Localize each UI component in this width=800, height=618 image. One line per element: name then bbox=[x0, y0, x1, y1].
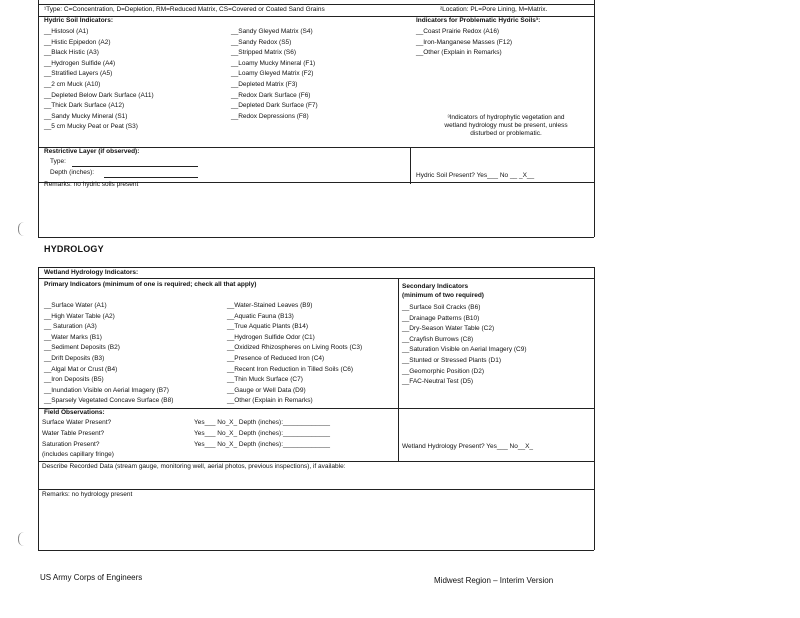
checkbox-item[interactable]: __Depleted Below Dark Surface (A11) bbox=[44, 91, 154, 99]
hydro-describe-rule bbox=[38, 461, 594, 462]
note-line: wetland hydrology must be present, unless bbox=[444, 122, 568, 129]
hydrology-title: HYDROLOGY bbox=[44, 244, 104, 254]
checkbox-item[interactable]: __Gauge or Well Data (D9) bbox=[227, 386, 306, 394]
problematic-indicators-col bbox=[416, 27, 512, 59]
secondary-indicators-subheader: (minimum of two required) bbox=[402, 292, 484, 299]
checkbox-item[interactable]: __Inundation Visible on Aerial Imagery (B7) bbox=[44, 386, 169, 394]
checkbox-item[interactable]: __Depleted Matrix (F3) bbox=[231, 80, 298, 88]
wetland-hydrology-present: Wetland Hydrology Present? Yes___ No__X_ bbox=[402, 443, 534, 450]
hydric-soil-present: Hydric Soil Present? Yes___ No __ _X__ bbox=[416, 172, 535, 179]
soil-right-border bbox=[594, 0, 595, 237]
checkbox-item[interactable]: __Coast Prairie Redox (A16) bbox=[416, 28, 500, 35]
checkbox-item[interactable]: __Drift Deposits (B3) bbox=[44, 354, 105, 362]
note-line: ³Indicators of hydrophytic vegetation and bbox=[447, 114, 565, 121]
checkbox-item[interactable]: __Surface Water (A1) bbox=[44, 302, 107, 309]
checkbox-item[interactable]: __Aquatic Fauna (B13) bbox=[227, 312, 294, 320]
primary-indicators-header: Primary Indicators (minimum of one is required; check all that apply) bbox=[44, 281, 257, 288]
checkbox-item[interactable]: __Surface Soil Cracks (B6) bbox=[402, 304, 481, 311]
checkbox-item[interactable]: __Stratified Layers (A5) bbox=[44, 70, 113, 78]
hydrology-remarks: Remarks: no hydrology present bbox=[42, 491, 133, 498]
hydro-top-border bbox=[38, 267, 594, 268]
field-observations-label: Field Observations: bbox=[44, 409, 105, 416]
soil-type-footnote: ¹Type: C=Concentration, D=Depletion, RM=Reduced Matrix, CS=Covered or Coated Sand Grains bbox=[44, 6, 325, 13]
scan-hole-mark bbox=[18, 222, 27, 236]
primary-indicators-col2 bbox=[227, 301, 362, 407]
saturation-value[interactable]: Yes___ No_X_ Depth (inches):_____________ bbox=[194, 441, 331, 448]
checkbox-item[interactable]: __Thin Muck Surface (C7) bbox=[227, 376, 303, 384]
scan-hole-mark bbox=[18, 532, 27, 546]
checkbox-item[interactable]: __Dry-Season Water Table (C2) bbox=[402, 325, 495, 333]
hydric-indicators-col2 bbox=[231, 27, 318, 122]
hydro-remarks-rule bbox=[38, 489, 594, 490]
note-line: disturbed or problematic. bbox=[470, 130, 542, 137]
checkbox-item[interactable]: __Sandy Redox (S5) bbox=[231, 38, 292, 46]
checkbox-item[interactable]: __Hydrogen Sulfide Odor (C1) bbox=[227, 333, 315, 341]
restrictive-layer-label: Restrictive Layer (if observed): bbox=[44, 148, 140, 155]
checkbox-item[interactable]: __Iron-Manganese Masses (F12) bbox=[416, 38, 513, 46]
soil-left-border bbox=[38, 0, 39, 237]
checkbox-item[interactable]: __Water Marks (B1) bbox=[44, 333, 102, 341]
hydro-bottom-border bbox=[38, 550, 594, 551]
primary-indicators-col1 bbox=[44, 301, 173, 407]
checkbox-item[interactable]: __Redox Dark Surface (F6) bbox=[231, 91, 311, 99]
checkbox-item[interactable]: __2 cm Muck (A10) bbox=[44, 80, 101, 88]
checkbox-item[interactable]: __Recent Iron Reduction in Tilled Soils (C6) bbox=[227, 365, 354, 373]
checkbox-item[interactable]: __Thick Dark Surface (A12) bbox=[44, 102, 125, 110]
hydro-present-divider bbox=[398, 408, 399, 461]
checkbox-item[interactable]: __Iron Deposits (B5) bbox=[44, 376, 104, 384]
vegetation-note bbox=[420, 114, 592, 138]
checkbox-item[interactable]: __Algal Mat or Crust (B4) bbox=[44, 365, 118, 373]
checkbox-item[interactable]: __Stripped Matrix (S6) bbox=[231, 49, 297, 57]
surface-water-label: Surface Water Present? bbox=[42, 419, 112, 426]
checkbox-item[interactable]: __Loamy Gleyed Matrix (F2) bbox=[231, 70, 314, 78]
checkbox-item[interactable]: __Presence of Reduced Iron (C4) bbox=[227, 354, 325, 362]
wetland-hydrology-header: Wetland Hydrology Indicators: bbox=[44, 269, 139, 276]
footer-right: Midwest Region – Interim Version bbox=[434, 576, 554, 585]
hydro-secondary-divider bbox=[398, 278, 399, 408]
type-field[interactable] bbox=[72, 166, 198, 167]
hydro-right-border bbox=[594, 267, 595, 550]
secondary-indicators-col bbox=[402, 303, 527, 388]
hydro-field-obs-rule bbox=[38, 408, 594, 409]
checkbox-item[interactable]: __Redox Depressions (F8) bbox=[231, 112, 309, 120]
checkbox-item[interactable]: __Water-Stained Leaves (B9) bbox=[227, 302, 313, 309]
soil-top-border bbox=[38, 4, 594, 5]
checkbox-item[interactable]: __Loamy Mucky Mineral (F1) bbox=[231, 59, 316, 67]
checkbox-item[interactable]: __Histic Epipedon (A2) bbox=[44, 38, 111, 46]
checkbox-item[interactable]: __FAC-Neutral Test (D5) bbox=[402, 378, 474, 386]
type-label: Type: bbox=[50, 158, 66, 165]
checkbox-item[interactable]: __Sandy Gleyed Matrix (S4) bbox=[231, 28, 313, 35]
depth-label: Depth (inches): bbox=[50, 169, 95, 176]
checkbox-item[interactable]: __Hydrogen Sulfide (A4) bbox=[44, 59, 116, 67]
soil-location-footnote: ²Location: PL=Pore Lining, M=Matrix. bbox=[440, 6, 548, 13]
secondary-indicators-header: Secondary Indicators bbox=[402, 283, 469, 290]
hydric-soil-header: Hydric Soil Indicators: bbox=[44, 17, 113, 24]
checkbox-item[interactable]: __Oxidized Rhizospheres on Living Roots (C3) bbox=[227, 344, 363, 352]
checkbox-item[interactable]: __Sandy Mucky Mineral (S1) bbox=[44, 112, 128, 120]
water-table-label: Water Table Present? bbox=[42, 430, 105, 437]
checkbox-item[interactable]: __Drainage Patterns (B10) bbox=[402, 314, 480, 322]
checkbox-item[interactable]: __Other (Explain in Remarks) bbox=[416, 49, 502, 57]
checkbox-item[interactable]: __ Saturation (A3) bbox=[44, 323, 97, 331]
capillary-note: (includes capillary fringe) bbox=[42, 451, 114, 458]
footer-left: US Army Corps of Engineers bbox=[40, 573, 143, 582]
soil-restrictive-divider bbox=[410, 147, 411, 184]
checkbox-item[interactable]: __Depleted Dark Surface (F7) bbox=[231, 102, 318, 110]
describe-recorded-data: Describe Recorded Data (stream gauge, monitoring well, aerial photos, previous inspections), if available: bbox=[42, 463, 346, 470]
checkbox-item[interactable]: __Other (Explain in Remarks) bbox=[227, 397, 313, 405]
soil-remarks: Remarks: no hydric soils present bbox=[44, 181, 139, 188]
depth-field[interactable] bbox=[104, 177, 198, 178]
checkbox-item[interactable]: __Sediment Deposits (B2) bbox=[44, 344, 120, 352]
checkbox-item[interactable]: __5 cm Mucky Peat or Peat (S3) bbox=[44, 123, 138, 131]
water-table-value[interactable]: Yes___ No_X_ Depth (inches):_____________ bbox=[194, 430, 331, 437]
checkbox-item[interactable]: __Histosol (A1) bbox=[44, 28, 89, 35]
checkbox-item[interactable]: __Sparsely Vegetated Concave Surface (B8) bbox=[44, 397, 174, 405]
soil-bottom-border bbox=[38, 237, 594, 238]
problematic-soil-header: Indicators for Problematic Hydric Soils³: bbox=[416, 17, 541, 24]
checkbox-item[interactable]: __Black Histic (A3) bbox=[44, 49, 99, 57]
checkbox-item[interactable]: __Stunted or Stressed Plants (D1) bbox=[402, 356, 501, 364]
surface-water-value[interactable]: Yes___ No_X_ Depth (inches):_____________ bbox=[194, 419, 331, 426]
hydric-indicators-col1 bbox=[44, 27, 154, 133]
saturation-label: Saturation Present? bbox=[42, 441, 100, 448]
checkbox-item[interactable]: __Geomorphic Position (D2) bbox=[402, 367, 485, 375]
checkbox-item[interactable]: __High Water Table (A2) bbox=[44, 312, 115, 320]
hydro-header-rule bbox=[38, 278, 594, 279]
checkbox-item[interactable]: __Crayfish Burrows (C8) bbox=[402, 335, 474, 343]
checkbox-item[interactable]: __Saturation Visible on Aerial Imagery (C9) bbox=[402, 346, 527, 354]
checkbox-item[interactable]: __True Aquatic Plants (B14) bbox=[227, 323, 309, 331]
